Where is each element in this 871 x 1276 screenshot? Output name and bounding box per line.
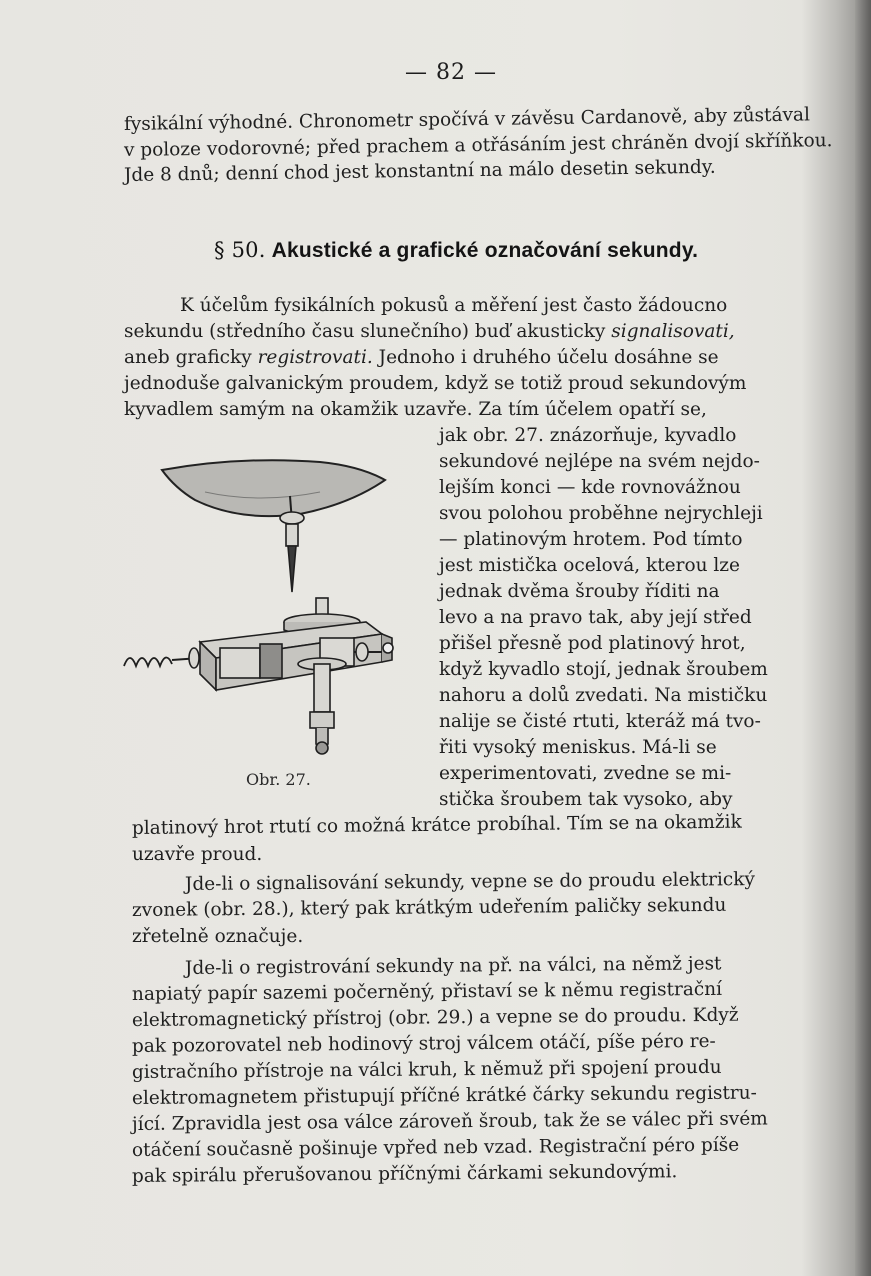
paragraph-line: sekundu (středního času slunečního) buď akusticky signalisovati, bbox=[124, 321, 735, 342]
paragraph-line: zřetelně označuje. bbox=[132, 926, 304, 947]
paragraph-line: jednoduše galvanickým proudem, když se totiž proud sekundovým bbox=[124, 373, 747, 394]
section-number: § 50. bbox=[214, 238, 266, 262]
paragraph-line: elektromagnetický přístroj (obr. 29.) a vepne se do proudu. Když bbox=[131, 1004, 739, 1031]
paragraph-line: jící. Zpravidla jest osa válce zároveň šroub, tak že se válec při svém bbox=[131, 1108, 768, 1135]
paragraph-line: kyvadlem samým na okamžik uzavře. Za tím účelem opatří se, bbox=[124, 399, 707, 420]
paragraph-line: jak obr. 27. znázorňuje, kyvadlo bbox=[439, 425, 737, 446]
paragraph-line: jest mistička ocelová, kterou lze bbox=[439, 555, 741, 576]
emphasis-signalisovati: signalisovati, bbox=[611, 321, 735, 342]
paragraph-line: lejším konci — kde rovnovážnou bbox=[439, 477, 741, 498]
paragraph-line: levo a na pravo tak, aby její střed bbox=[439, 607, 752, 628]
paragraph-line: přišel přesně pod platinový hrot, bbox=[439, 633, 746, 654]
paragraph-line: nahoru a dolů zvedati. Na mističku bbox=[439, 685, 768, 706]
paragraph-line: elektromagnetem přistupují příčné krátké čárky sekundu registru- bbox=[131, 1082, 757, 1109]
page-number: — 82 — bbox=[405, 60, 497, 85]
paragraph-line: platinový hrot rtutí co možná krátce probíhal. Tím se na okamžik bbox=[131, 811, 742, 839]
paragraph-line: nalije se čisté rtuti, kteráž má tvo- bbox=[439, 711, 761, 732]
page-edge-shadow bbox=[855, 0, 871, 1276]
paragraph-line: zvonek (obr. 28.), který pak krátkým udeřením paličky sekundu bbox=[131, 894, 727, 921]
paragraph-line: sekundové nejlépe na svém nejdo- bbox=[439, 451, 760, 472]
paragraph-line: aneb graficky registrovati. Jednoho i druhého účelu dosáhne se bbox=[124, 347, 719, 368]
paragraph-line: fysikální výhodné. Chronometr spočívá v závěsu Cardanově, aby zůstával bbox=[123, 104, 811, 135]
paragraph-line: pak pozorovatel neb hodinový stroj válcem otáčí, píše péro re- bbox=[131, 1030, 716, 1057]
section-heading bbox=[214, 238, 698, 263]
paragraph-line: napiatý papír sazemi počerněný, přistaví se k němu registrační bbox=[131, 978, 723, 1005]
paragraph-line: jednak dvěma šrouby říditi na bbox=[439, 581, 720, 602]
pendulum-contact-figure bbox=[120, 452, 405, 777]
paragraph-line: gistračního přístroje na válci kruh, k němuž při spojení proudu bbox=[131, 1056, 722, 1083]
paragraph-line: Jde-li o signalisování sekundy, vepne se do proudu elektrický bbox=[184, 869, 755, 895]
emphasis-registrovati: registrovati. bbox=[257, 347, 373, 368]
paragraph-line: otáčení současně pošinuje vpřed neb vzad. Registrační péro píše bbox=[131, 1134, 740, 1161]
paragraph-line: stička šroubem tak vysoko, aby bbox=[439, 789, 733, 810]
paragraph-line: Jde-li o registrování sekundy na př. na válci, na němž jest bbox=[184, 953, 722, 979]
paragraph-line: experimentovati, zvedne se mi- bbox=[439, 763, 732, 784]
paragraph-line: — platinovým hrotem. Pod tímto bbox=[439, 529, 743, 550]
paragraph-line: v poloze vodorovné; před prachem a otřásáním jest chráněn dvojí skříňkou. bbox=[123, 130, 833, 161]
paragraph-line: pak spirálu přerušovanou příčnými čárkami sekundovými. bbox=[131, 1161, 678, 1187]
figure-caption: Obr. 27. bbox=[246, 770, 311, 789]
paragraph-line: svou polohou proběhne nejrychleji bbox=[439, 503, 763, 524]
paragraph-line: K účelům fysikálních pokusů a měření jest často žádoucno bbox=[180, 295, 728, 316]
section-title: Akustické a grafické označování sekundy. bbox=[271, 239, 699, 262]
paragraph-line: když kyvadlo stojí, jednak šroubem bbox=[439, 659, 768, 680]
paragraph-line: Jde 8 dnů; denní chod jest konstantní na málo desetin sekundy. bbox=[123, 156, 716, 186]
paragraph-line: uzavře proud. bbox=[132, 844, 263, 865]
paragraph-line: řiti vysoký meniskus. Má-li se bbox=[439, 737, 717, 758]
